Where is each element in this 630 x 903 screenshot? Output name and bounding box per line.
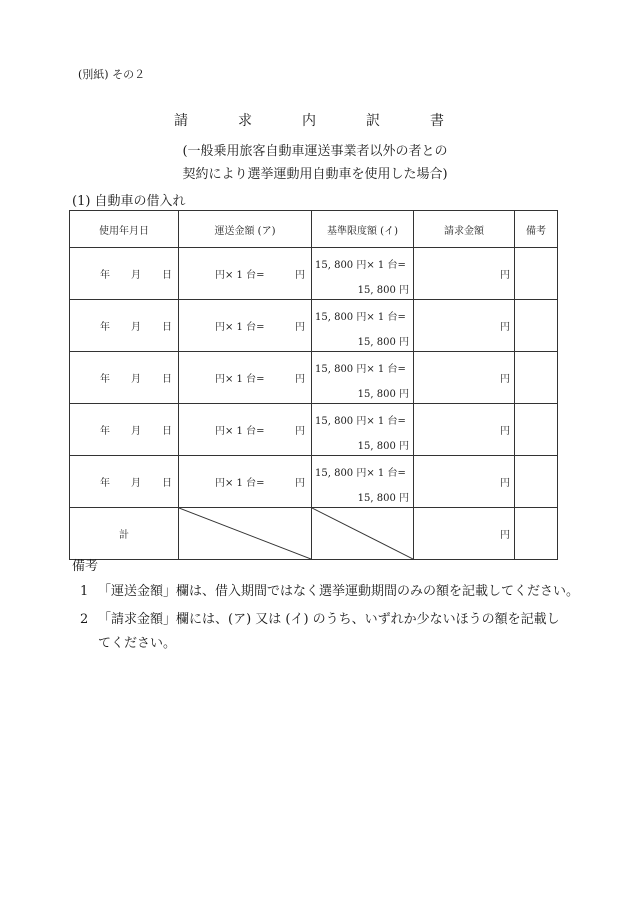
fee-cell[interactable] bbox=[179, 248, 312, 300]
fee-cell[interactable] bbox=[179, 404, 312, 456]
limit-formula: 15, 800 円× 1 台= bbox=[315, 312, 406, 323]
section-heading: (1) 自動車の借入れ bbox=[72, 194, 186, 209]
limit-amount: 15, 800 円 bbox=[357, 285, 409, 296]
document-title bbox=[174, 110, 444, 130]
fee-cell[interactable] bbox=[179, 300, 312, 352]
total-label: 計 bbox=[70, 508, 179, 560]
claim-cell[interactable]: 円 bbox=[414, 404, 515, 456]
subtitle-line-2: 契約により選挙運動用自動車を使用した場合) bbox=[182, 167, 448, 182]
fee-unit: 円 bbox=[295, 426, 305, 437]
total-claim-cell[interactable]: 円 bbox=[414, 508, 515, 560]
remarks-cell[interactable] bbox=[515, 300, 558, 352]
header-fee: 運送金額 (ア) bbox=[179, 211, 312, 248]
claim-cell[interactable]: 円 bbox=[414, 456, 515, 508]
note-item bbox=[80, 580, 579, 599]
header-claim: 請求金額 bbox=[414, 211, 515, 248]
fee-formula: 円× 1 台= bbox=[215, 322, 265, 333]
note-text: 「請求金額」欄には、(ア) 又は (イ) のうち、いずれか少ないほうの額を記載し bbox=[98, 612, 560, 627]
claim-cell[interactable]: 円 bbox=[414, 248, 515, 300]
day-unit: 日 bbox=[162, 270, 172, 281]
month-unit: 月 bbox=[131, 322, 141, 333]
annex-label: (別紙) その２ bbox=[78, 68, 146, 81]
date-cell[interactable] bbox=[70, 352, 179, 404]
limit-amount: 15, 800 円 bbox=[357, 389, 409, 400]
title-char: 求 bbox=[238, 113, 252, 129]
limit-amount: 15, 800 円 bbox=[357, 441, 409, 452]
limit-amount: 15, 800 円 bbox=[357, 337, 409, 348]
table-row bbox=[70, 300, 558, 352]
limit-formula: 15, 800 円× 1 台= bbox=[315, 416, 406, 427]
total-limit-struck bbox=[312, 508, 414, 560]
total-remarks-cell[interactable] bbox=[515, 508, 558, 560]
fee-cell[interactable] bbox=[179, 456, 312, 508]
day-unit: 日 bbox=[162, 426, 172, 437]
remarks-cell[interactable] bbox=[515, 456, 558, 508]
table-row bbox=[70, 352, 558, 404]
limit-cell bbox=[312, 404, 414, 456]
date-cell[interactable] bbox=[70, 404, 179, 456]
limit-cell bbox=[312, 300, 414, 352]
remarks-cell[interactable] bbox=[515, 352, 558, 404]
title-char: 訳 bbox=[366, 113, 380, 129]
month-unit: 月 bbox=[131, 478, 141, 489]
fee-unit: 円 bbox=[295, 270, 305, 281]
note-continuation: てください。 bbox=[98, 636, 177, 651]
header-remarks: 備考 bbox=[515, 211, 558, 248]
claim-cell[interactable]: 円 bbox=[414, 352, 515, 404]
note-number: 2 bbox=[80, 612, 89, 627]
title-char: 請 bbox=[174, 113, 188, 129]
total-fee-struck bbox=[179, 508, 312, 560]
fee-formula: 円× 1 台= bbox=[215, 478, 265, 489]
fee-unit: 円 bbox=[295, 322, 305, 333]
table-row bbox=[70, 456, 558, 508]
limit-formula: 15, 800 円× 1 台= bbox=[315, 260, 406, 271]
note-text: 「運送金額」欄は、借入期間ではなく選挙運動期間のみの額を記載してください。 bbox=[98, 584, 580, 599]
limit-cell bbox=[312, 248, 414, 300]
title-char: 書 bbox=[430, 113, 444, 129]
remarks-cell[interactable] bbox=[515, 404, 558, 456]
month-unit: 月 bbox=[131, 426, 141, 437]
table-row bbox=[70, 404, 558, 456]
fee-formula: 円× 1 台= bbox=[215, 374, 265, 385]
subtitle-line-1: (一般乗用旅客自動車運送事業者以外の者との bbox=[182, 144, 448, 159]
fee-unit: 円 bbox=[295, 374, 305, 385]
limit-formula: 15, 800 円× 1 台= bbox=[315, 468, 406, 479]
date-cell[interactable] bbox=[70, 300, 179, 352]
header-limit: 基準限度額 (イ) bbox=[312, 211, 414, 248]
date-cell[interactable] bbox=[70, 456, 179, 508]
diagonal-strike-icon bbox=[312, 508, 413, 559]
month-unit: 月 bbox=[131, 270, 141, 281]
fee-unit: 円 bbox=[295, 478, 305, 489]
notes-heading: 備考 bbox=[72, 559, 99, 574]
limit-cell bbox=[312, 352, 414, 404]
table-header-row bbox=[70, 211, 558, 248]
header-date: 使用年月日 bbox=[70, 211, 179, 248]
limit-formula: 15, 800 円× 1 台= bbox=[315, 364, 406, 375]
year-unit: 年 bbox=[100, 426, 110, 437]
total-row bbox=[70, 508, 558, 560]
table-row bbox=[70, 248, 558, 300]
note-number: 1 bbox=[80, 584, 89, 599]
day-unit: 日 bbox=[162, 374, 172, 385]
date-cell[interactable] bbox=[70, 248, 179, 300]
claim-table bbox=[69, 210, 558, 560]
fee-formula: 円× 1 台= bbox=[215, 426, 265, 437]
note-item bbox=[80, 608, 560, 627]
year-unit: 年 bbox=[100, 322, 110, 333]
fee-cell[interactable] bbox=[179, 352, 312, 404]
year-unit: 年 bbox=[100, 270, 110, 281]
year-unit: 年 bbox=[100, 374, 110, 385]
limit-amount: 15, 800 円 bbox=[357, 493, 409, 504]
remarks-cell[interactable] bbox=[515, 248, 558, 300]
title-char: 内 bbox=[302, 113, 316, 129]
limit-cell bbox=[312, 456, 414, 508]
day-unit: 日 bbox=[162, 322, 172, 333]
claim-cell[interactable]: 円 bbox=[414, 300, 515, 352]
month-unit: 月 bbox=[131, 374, 141, 385]
year-unit: 年 bbox=[100, 478, 110, 489]
diagonal-strike-icon bbox=[179, 508, 311, 559]
day-unit: 日 bbox=[162, 478, 172, 489]
fee-formula: 円× 1 台= bbox=[215, 270, 265, 281]
